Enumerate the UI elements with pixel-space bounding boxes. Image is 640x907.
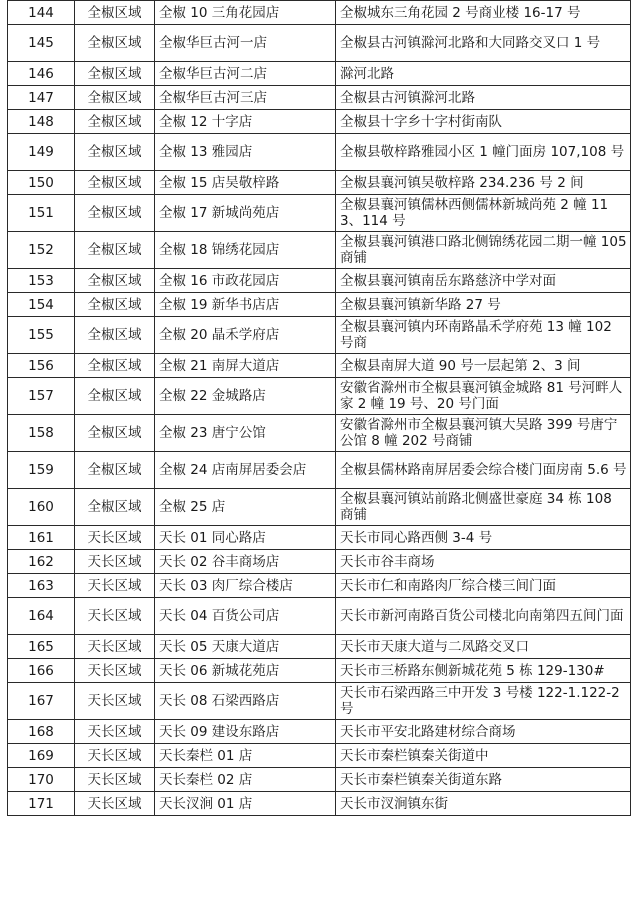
table-row <box>8 171 631 195</box>
row-number: 167 <box>8 683 75 720</box>
row-store-name: 全椒 21 南屏大道店 <box>155 354 336 378</box>
row-region: 全椒区域 <box>75 293 155 317</box>
row-store-name: 全椒 20 晶禾学府店 <box>155 317 336 354</box>
row-address: 天长市仁和南路肉厂综合楼三间门面 <box>336 574 631 598</box>
table-row <box>8 635 631 659</box>
row-address: 全椒县襄河镇站前路北侧盛世豪庭 34 栋 108 商铺 <box>336 489 631 526</box>
row-address: 全椒县襄河镇南岳东路慈济中学对面 <box>336 269 631 293</box>
row-region: 天长区域 <box>75 744 155 768</box>
row-region: 全椒区域 <box>75 415 155 452</box>
row-number: 145 <box>8 25 75 62</box>
row-address: 全椒县十字乡十字村街南队 <box>336 110 631 134</box>
table-row <box>8 574 631 598</box>
table-row <box>8 62 631 86</box>
row-region: 天长区域 <box>75 768 155 792</box>
row-region: 全椒区域 <box>75 354 155 378</box>
table-row <box>8 134 631 171</box>
table-row <box>8 598 631 635</box>
table-row <box>8 550 631 574</box>
row-number: 146 <box>8 62 75 86</box>
row-address: 安徽省滁州市全椒县襄河镇金城路 81 号河畔人家 2 幢 19 号、20 号门面 <box>336 378 631 415</box>
table-row <box>8 86 631 110</box>
table-row <box>8 1 631 25</box>
row-store-name: 天长 09 建设东路店 <box>155 720 336 744</box>
row-number: 154 <box>8 293 75 317</box>
row-number: 148 <box>8 110 75 134</box>
row-region: 天长区域 <box>75 635 155 659</box>
row-store-name: 天长 04 百货公司店 <box>155 598 336 635</box>
row-number: 161 <box>8 526 75 550</box>
table-row <box>8 378 631 415</box>
row-region: 全椒区域 <box>75 195 155 232</box>
row-store-name: 全椒 16 市政花园店 <box>155 269 336 293</box>
table-row <box>8 269 631 293</box>
row-number: 168 <box>8 720 75 744</box>
row-address: 安徽省滁州市全椒县襄河镇大吴路 399 号唐宁公馆 8 幢 202 号商铺 <box>336 415 631 452</box>
row-address: 全椒县古河镇滁河北路和大同路交叉口 1 号 <box>336 25 631 62</box>
row-address: 天长市三桥路东侧新城花苑 5 栋 129-130# <box>336 659 631 683</box>
row-store-name: 全椒 13 雅园店 <box>155 134 336 171</box>
row-address: 全椒县襄河镇吴敬梓路 234.236 号 2 间 <box>336 171 631 195</box>
row-number: 147 <box>8 86 75 110</box>
row-region: 全椒区域 <box>75 86 155 110</box>
row-number: 158 <box>8 415 75 452</box>
row-number: 164 <box>8 598 75 635</box>
row-number: 162 <box>8 550 75 574</box>
store-table <box>7 0 631 816</box>
row-address: 全椒县敬梓路雅园小区 1 幢门面房 107,108 号 <box>336 134 631 171</box>
row-address: 天长市天康大道与二凤路交叉口 <box>336 635 631 659</box>
table-row <box>8 354 631 378</box>
row-store-name: 天长 02 谷丰商场店 <box>155 550 336 574</box>
row-address: 天长市汊涧镇东街 <box>336 792 631 816</box>
row-number: 165 <box>8 635 75 659</box>
row-region: 全椒区域 <box>75 378 155 415</box>
row-number: 156 <box>8 354 75 378</box>
row-address: 全椒县古河镇滁河北路 <box>336 86 631 110</box>
table-row <box>8 659 631 683</box>
row-store-name: 天长 06 新城花苑店 <box>155 659 336 683</box>
row-number: 159 <box>8 452 75 489</box>
row-address: 天长市石梁西路三中开发 3 号楼 122-1.122-2 号 <box>336 683 631 720</box>
row-number: 160 <box>8 489 75 526</box>
row-store-name: 全椒 12 十字店 <box>155 110 336 134</box>
table-row <box>8 744 631 768</box>
row-address: 全椒城东三角花园 2 号商业楼 16-17 号 <box>336 1 631 25</box>
row-store-name: 天长 03 肉厂综合楼店 <box>155 574 336 598</box>
table-row <box>8 792 631 816</box>
row-number: 153 <box>8 269 75 293</box>
row-address: 天长市新河南路百货公司楼北向南第四五间门面 <box>336 598 631 635</box>
table-row <box>8 768 631 792</box>
table-row <box>8 415 631 452</box>
row-address: 全椒县襄河镇儒林西侧儒林新城尚苑 2 幢 113、114 号 <box>336 195 631 232</box>
row-address: 全椒县儒林路南屏居委会综合楼门面房南 5.6 号 <box>336 452 631 489</box>
row-region: 天长区域 <box>75 526 155 550</box>
row-store-name: 天长汊涧 01 店 <box>155 792 336 816</box>
table-row <box>8 526 631 550</box>
row-region: 全椒区域 <box>75 25 155 62</box>
table-row <box>8 452 631 489</box>
row-region: 天长区域 <box>75 683 155 720</box>
row-address: 天长市同心路西侧 3-4 号 <box>336 526 631 550</box>
row-store-name: 全椒 22 金城路店 <box>155 378 336 415</box>
row-store-name: 全椒 24 店南屏居委会店 <box>155 452 336 489</box>
row-store-name: 全椒 10 三角花园店 <box>155 1 336 25</box>
row-region: 全椒区域 <box>75 110 155 134</box>
row-region: 全椒区域 <box>75 269 155 293</box>
row-store-name: 全椒 15 店吴敬梓路 <box>155 171 336 195</box>
row-number: 163 <box>8 574 75 598</box>
table-row <box>8 195 631 232</box>
table-row <box>8 25 631 62</box>
row-region: 天长区域 <box>75 659 155 683</box>
row-number: 157 <box>8 378 75 415</box>
row-store-name: 全椒华巨古河三店 <box>155 86 336 110</box>
row-region: 全椒区域 <box>75 1 155 25</box>
table-body <box>8 1 631 816</box>
row-number: 144 <box>8 1 75 25</box>
row-store-name: 天长 05 天康大道店 <box>155 635 336 659</box>
row-store-name: 全椒华巨古河一店 <box>155 25 336 62</box>
row-number: 150 <box>8 171 75 195</box>
table-row <box>8 110 631 134</box>
row-region: 天长区域 <box>75 574 155 598</box>
row-number: 166 <box>8 659 75 683</box>
row-number: 170 <box>8 768 75 792</box>
row-store-name: 全椒 18 锦绣花园店 <box>155 232 336 269</box>
row-region: 全椒区域 <box>75 489 155 526</box>
row-store-name: 全椒 25 店 <box>155 489 336 526</box>
row-address: 天长市平安北路建材综合商场 <box>336 720 631 744</box>
row-region: 天长区域 <box>75 720 155 744</box>
row-region: 全椒区域 <box>75 171 155 195</box>
row-region: 全椒区域 <box>75 134 155 171</box>
row-number: 169 <box>8 744 75 768</box>
row-store-name: 天长 01 同心路店 <box>155 526 336 550</box>
row-address: 全椒县襄河镇新华路 27 号 <box>336 293 631 317</box>
row-address: 全椒县襄河镇内环南路晶禾学府苑 13 幢 102 号商 <box>336 317 631 354</box>
row-region: 全椒区域 <box>75 62 155 86</box>
row-region: 全椒区域 <box>75 452 155 489</box>
row-region: 天长区域 <box>75 598 155 635</box>
row-store-name: 全椒华巨古河二店 <box>155 62 336 86</box>
row-region: 天长区域 <box>75 792 155 816</box>
row-address: 全椒县襄河镇港口路北侧锦绣花园二期一幢 105 商铺 <box>336 232 631 269</box>
row-address: 滁河北路 <box>336 62 631 86</box>
row-number: 152 <box>8 232 75 269</box>
row-store-name: 天长 08 石梁西路店 <box>155 683 336 720</box>
row-region: 全椒区域 <box>75 317 155 354</box>
row-store-name: 天长秦栏 02 店 <box>155 768 336 792</box>
table-row <box>8 293 631 317</box>
row-address: 天长市谷丰商场 <box>336 550 631 574</box>
row-store-name: 全椒 17 新城尚苑店 <box>155 195 336 232</box>
row-store-name: 全椒 23 唐宁公馆 <box>155 415 336 452</box>
row-number: 151 <box>8 195 75 232</box>
row-address: 全椒县南屏大道 90 号一层起第 2、3 间 <box>336 354 631 378</box>
row-store-name: 全椒 19 新华书店店 <box>155 293 336 317</box>
row-region: 天长区域 <box>75 550 155 574</box>
table-row <box>8 683 631 720</box>
row-address: 天长市秦栏镇秦关街道东路 <box>336 768 631 792</box>
row-store-name: 天长秦栏 01 店 <box>155 744 336 768</box>
row-number: 171 <box>8 792 75 816</box>
table-row <box>8 489 631 526</box>
row-number: 155 <box>8 317 75 354</box>
table-row <box>8 232 631 269</box>
row-address: 天长市秦栏镇秦关街道中 <box>336 744 631 768</box>
table-row <box>8 317 631 354</box>
table-row <box>8 720 631 744</box>
row-region: 全椒区域 <box>75 232 155 269</box>
row-number: 149 <box>8 134 75 171</box>
